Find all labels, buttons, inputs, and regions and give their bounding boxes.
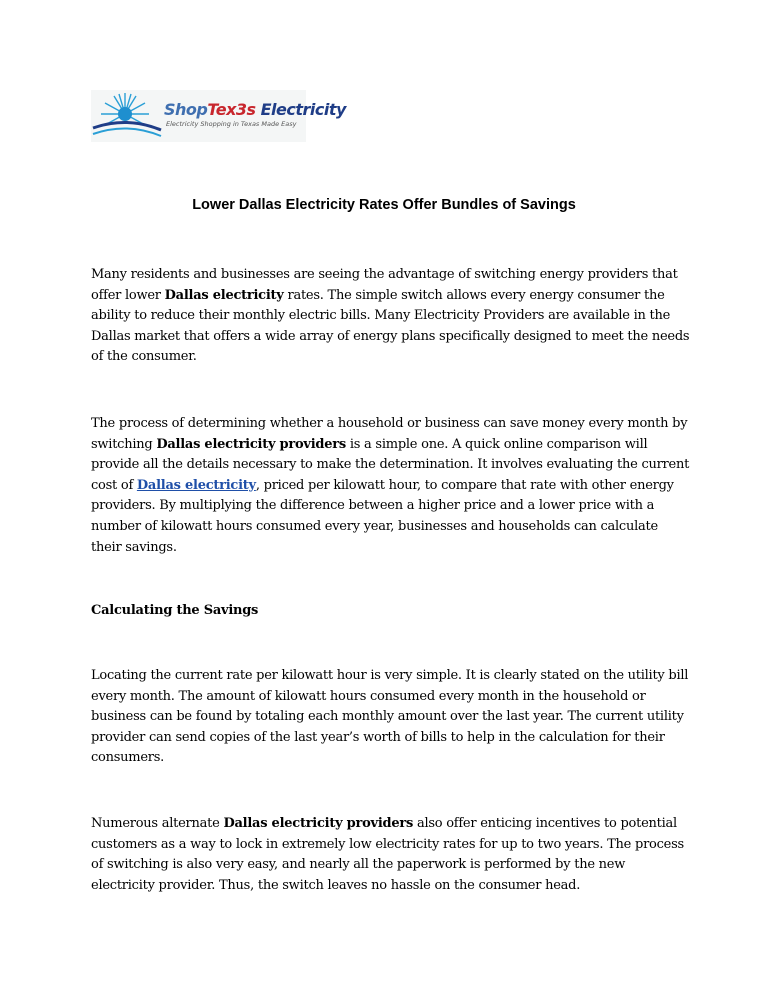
p1-text-2: rates. The simple switch allows every energy consumer the ability to reduce their monthly electric bills. Many Electricity Providers are available in the Dallas market that offers a wide array of energy plans specifically designed to meet the needs of the consumer. bbox=[91, 287, 690, 365]
document-title: Lower Dallas Electricity Rates Offer Bundles of Savings bbox=[192, 197, 576, 213]
sunburst-logo-icon bbox=[91, 90, 163, 142]
p2-keyword: Dallas electricity providers bbox=[156, 436, 346, 452]
paragraph-calculating: Locating the current rate per kilowatt hour is very simple. It is clearly stated on the utility bill every month. The amount of kilowatt hours consumed every month in the household or business can be found by totaling each monthly amount over the last year. The current utility provider can send copies of the last year’s worth of bills to help in the calculation for their consumers. bbox=[91, 668, 689, 766]
p4-keyword: Dallas electricity providers bbox=[223, 816, 414, 831]
company-logo bbox=[91, 90, 346, 142]
paragraph-incentives bbox=[91, 814, 691, 896]
logo-word-tex: Tex bbox=[207, 100, 236, 119]
logo-word-electricity: Electricity bbox=[255, 100, 346, 119]
section-heading: Calculating the Savings bbox=[91, 603, 259, 618]
p4-text-1: Numerous alternate bbox=[91, 816, 224, 831]
logo-tagline: Electricity Shopping in Texas Made Easy bbox=[166, 120, 297, 128]
paragraph-intro bbox=[91, 265, 691, 368]
paragraph-process bbox=[91, 414, 691, 558]
logo-word-shop: Shop bbox=[164, 100, 208, 119]
p4-text-2: also offer enticing incentives to potential customers as a way to lock in extremely low electricity rates for up to two years. The process of switching is also very easy, and nearly all the paperwork is performed by the new electricity provider. Thus, the switch leaves no hassle on the consumer head. bbox=[91, 816, 684, 893]
p2-text-2: is a simple one. A quick online comparison will provide all the details necessary to make the determination. It involves evaluating the current cost of bbox=[91, 436, 690, 493]
p1-text-1: Many residents and businesses are seeing the advantage of switching energy providers that offer lower bbox=[91, 267, 678, 303]
logo-word-as: 3s bbox=[235, 100, 256, 119]
dallas-electricity-link[interactable]: Dallas electricity bbox=[136, 477, 256, 493]
p1-keyword: Dallas electricity bbox=[164, 287, 284, 303]
logo-wordmark bbox=[164, 100, 346, 119]
p2-text-1: The process of determining whether a household or business can save money every month by switching bbox=[91, 416, 688, 452]
p2-text-3: , priced per kilowatt hour, to compare that rate with other energy providers. By multiplying the difference between a higher price and a lower price with a number of kilowatt hours consumed every year, businesses and households can calculate their savings. bbox=[91, 477, 674, 555]
